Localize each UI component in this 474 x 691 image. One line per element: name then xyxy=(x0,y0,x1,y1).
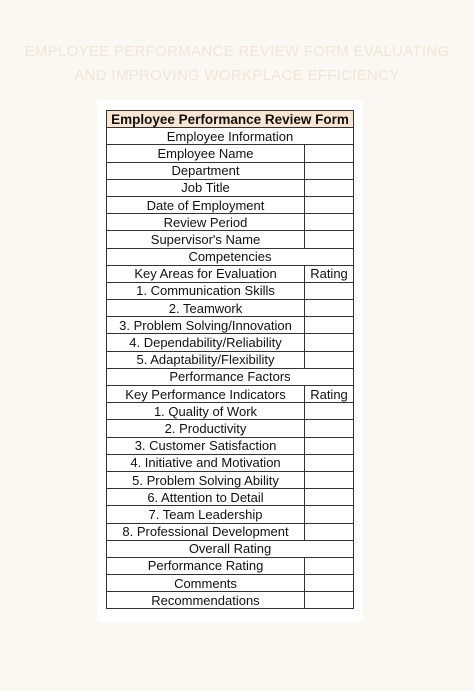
form-title-row xyxy=(107,111,354,128)
section-header: Overall Rating xyxy=(107,540,354,557)
value-cell[interactable] xyxy=(305,557,354,574)
field-label: Supervisor's Name xyxy=(107,231,305,248)
field-label: 1. Communication Skills xyxy=(107,282,305,299)
form-row xyxy=(107,489,354,506)
form-row xyxy=(107,420,354,437)
field-label: Key Areas for Evaluation xyxy=(107,265,305,282)
form-row xyxy=(107,557,354,574)
field-label: 2. Teamwork xyxy=(107,300,305,317)
value-cell[interactable] xyxy=(305,403,354,420)
field-label: 8. Professional Development xyxy=(107,523,305,540)
value-cell[interactable] xyxy=(305,523,354,540)
form-row xyxy=(107,317,354,334)
form-row xyxy=(107,471,354,488)
page-title xyxy=(0,40,474,88)
value-cell[interactable] xyxy=(305,317,354,334)
field-label: Comments xyxy=(107,575,305,592)
form-row xyxy=(107,454,354,471)
value-cell[interactable] xyxy=(305,506,354,523)
field-label: 3. Problem Solving/Innovation xyxy=(107,317,305,334)
field-label: 7. Team Leadership xyxy=(107,506,305,523)
page-title-line-2: AND IMPROVING WORKPLACE EFFICIENCY xyxy=(74,67,400,84)
value-cell[interactable] xyxy=(305,179,354,196)
field-label: Department xyxy=(107,162,305,179)
field-label: Employee Name xyxy=(107,145,305,162)
form-row xyxy=(107,351,354,368)
form-row xyxy=(107,437,354,454)
form-title: Employee Performance Review Form xyxy=(107,111,354,128)
field-label: Date of Employment xyxy=(107,196,305,213)
form-row xyxy=(107,179,354,196)
form-row xyxy=(107,214,354,231)
section-header: Competencies xyxy=(107,248,354,265)
section-header: Employee Information xyxy=(107,128,354,145)
value-cell[interactable] xyxy=(305,145,354,162)
value-cell[interactable] xyxy=(305,214,354,231)
form-row xyxy=(107,300,354,317)
field-label: 6. Attention to Detail xyxy=(107,489,305,506)
value-cell[interactable] xyxy=(305,231,354,248)
value-cell[interactable] xyxy=(305,489,354,506)
rating-header: Rating xyxy=(305,386,354,403)
value-cell[interactable] xyxy=(305,420,354,437)
value-cell[interactable] xyxy=(305,437,354,454)
field-label: 5. Adaptability/Flexibility xyxy=(107,351,305,368)
field-label: 4. Dependability/Reliability xyxy=(107,334,305,351)
value-cell[interactable] xyxy=(305,196,354,213)
form-row xyxy=(107,592,354,609)
field-label: 2. Productivity xyxy=(107,420,305,437)
value-cell[interactable] xyxy=(305,334,354,351)
field-label: 3. Customer Satisfaction xyxy=(107,437,305,454)
field-label: Recommendations xyxy=(107,592,305,609)
form-row xyxy=(107,282,354,299)
form-row xyxy=(107,196,354,213)
value-cell[interactable] xyxy=(305,351,354,368)
value-cell[interactable] xyxy=(305,471,354,488)
value-cell[interactable] xyxy=(305,300,354,317)
section-header-row xyxy=(107,248,354,265)
field-label: Key Performance Indicators xyxy=(107,386,305,403)
value-cell[interactable] xyxy=(305,454,354,471)
section-header: Performance Factors xyxy=(107,368,354,385)
field-label: 5. Problem Solving Ability xyxy=(107,471,305,488)
field-label: Performance Rating xyxy=(107,557,305,574)
field-label: Review Period xyxy=(107,214,305,231)
form-row xyxy=(107,575,354,592)
page-title-line-1: EMPLOYEE PERFORMANCE REVIEW FORM EVALUATING xyxy=(24,43,450,60)
form-row xyxy=(107,145,354,162)
value-cell[interactable] xyxy=(305,592,354,609)
form-row xyxy=(107,265,354,282)
value-cell[interactable] xyxy=(305,282,354,299)
value-cell[interactable] xyxy=(305,162,354,179)
form-row xyxy=(107,334,354,351)
form-row xyxy=(107,506,354,523)
rating-header: Rating xyxy=(305,265,354,282)
review-form-table xyxy=(106,110,354,609)
field-label: 4. Initiative and Motivation xyxy=(107,454,305,471)
value-cell[interactable] xyxy=(305,575,354,592)
form-row xyxy=(107,162,354,179)
field-label: 1. Quality of Work xyxy=(107,403,305,420)
section-header-row xyxy=(107,128,354,145)
section-header-row xyxy=(107,368,354,385)
form-row xyxy=(107,403,354,420)
section-header-row xyxy=(107,540,354,557)
form-row xyxy=(107,231,354,248)
form-row xyxy=(107,386,354,403)
field-label: Job Title xyxy=(107,179,305,196)
form-row xyxy=(107,523,354,540)
